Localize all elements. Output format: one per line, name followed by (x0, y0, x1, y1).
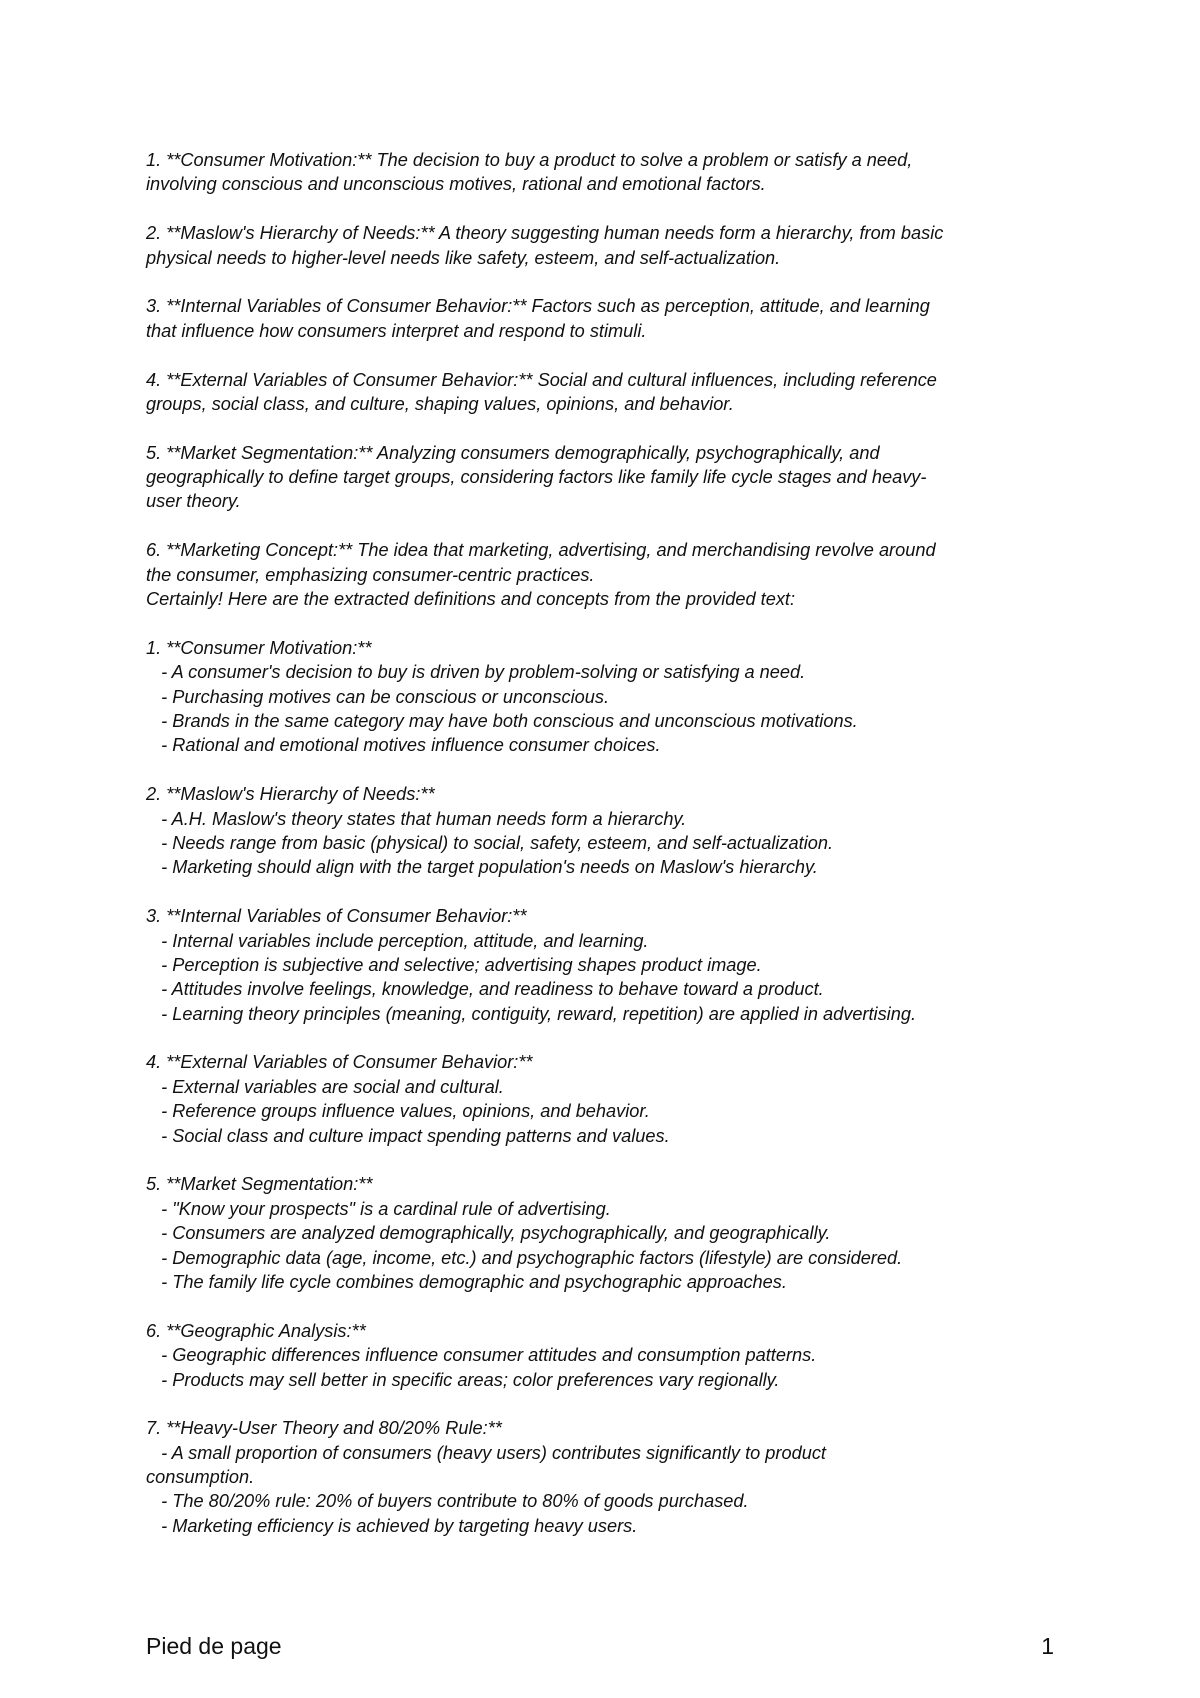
text-line: groups, social class, and culture, shaping values, opinions, and behavior. (146, 393, 734, 414)
text-line: - Geographic differences influence consumer attitudes and consumption patterns. (146, 1345, 817, 1366)
text-line: 3. **Internal Variables of Consumer Behavior:** (146, 906, 527, 927)
text-line: 1. **Consumer Motivation:** The decision to buy a product to solve a problem or satisfy a need, (146, 150, 913, 170)
text-line: - Brands in the same category may have both conscious and unconscious motivations. (146, 710, 858, 731)
text-line: the consumer, emphasizing consumer-centric practices. (146, 564, 595, 585)
page-number: 1 (1041, 1633, 1054, 1659)
text-line: 5. **Market Segmentation:** Analyzing consumers demographically, psychographically, and (146, 442, 880, 463)
text-line: - Perception is subjective and selective; advertising shapes product image. (146, 954, 762, 975)
text-line: consumption. (146, 1467, 255, 1488)
text-line: - Marketing efficiency is achieved by targeting heavy users. (146, 1515, 638, 1536)
text-line: Certainly! Here are the extracted definitions and concepts from the provided text: (146, 589, 796, 610)
text-line: - A small proportion of consumers (heavy users) contributes significantly to product (146, 1442, 826, 1463)
text-line: - Social class and culture impact spending patterns and values. (146, 1125, 670, 1146)
text-line: 6. **Marketing Concept:** The idea that marketing, advertising, and merchandising revolve around (146, 540, 936, 561)
text-line: - The 80/20% rule: 20% of buyers contribute to 80% of goods purchased. (146, 1491, 749, 1512)
paragraph-gap (146, 758, 1066, 782)
text-line: - Learning theory principles (meaning, contiguity, reward, repetition) are applied in advertising. (146, 1003, 917, 1024)
text-line: involving conscious and unconscious motives, rational and emotional factors. (146, 174, 766, 195)
text-line: user theory. (146, 491, 241, 512)
paragraph-gap (146, 270, 1066, 294)
paragraph-gap (146, 1026, 1066, 1050)
text-line: 2. **Maslow's Hierarchy of Needs:** (146, 784, 435, 805)
text-line: - Needs range from basic (physical) to social, safety, esteem, and self-actualization. (146, 832, 834, 853)
paragraph-gap (146, 416, 1066, 440)
paragraph-gap (146, 514, 1066, 538)
text-line: - Internal variables include perception, attitude, and learning. (146, 930, 649, 951)
text-line: - Attitudes involve feelings, knowledge, and readiness to behave toward a product. (146, 979, 824, 1000)
text-line: 6. **Geographic Analysis:** (146, 1320, 366, 1341)
text-line: that influence how consumers interpret and respond to stimuli. (146, 320, 647, 341)
text-line: 2. **Maslow's Hierarchy of Needs:** A theory suggesting human needs form a hierarchy, from basic (146, 223, 944, 244)
text-line: - Products may sell better in specific areas; color preferences vary regionally. (146, 1369, 780, 1390)
text-line: physical needs to higher-level needs like safety, esteem, and self-actualization. (146, 247, 781, 268)
paragraph-gap (146, 343, 1066, 367)
text-line: 3. **Internal Variables of Consumer Behavior:** Factors such as perception, attitude, and learning (146, 296, 930, 317)
text-line: - Demographic data (age, income, etc.) and psychographic factors (lifestyle) are considered. (146, 1247, 903, 1268)
text-line: - A consumer's decision to buy is driven by problem-solving or satisfying a need. (146, 662, 806, 683)
paragraph-gap (146, 1392, 1066, 1416)
text-line: 5. **Market Segmentation:** (146, 1174, 373, 1195)
text-line: - Reference groups influence values, opinions, and behavior. (146, 1101, 650, 1122)
paragraph-gap (146, 611, 1066, 635)
text-line: 1. **Consumer Motivation:** (146, 637, 372, 658)
paragraph-gap (146, 1148, 1066, 1172)
text-line: - The family life cycle combines demographic and psychographic approaches. (146, 1271, 787, 1292)
text-line: - A.H. Maslow's theory states that human needs form a hierarchy. (146, 808, 687, 829)
text-line: 4. **External Variables of Consumer Behavior:** Social and cultural influences, including reference (146, 369, 937, 390)
text-line: - External variables are social and cultural. (146, 1076, 504, 1097)
text-line: 4. **External Variables of Consumer Behavior:** (146, 1052, 533, 1073)
paragraph-gap (146, 1294, 1066, 1318)
text-line: - Consumers are analyzed demographically, psychographically, and geographically. (146, 1223, 831, 1244)
paragraph-gap (146, 880, 1066, 904)
paragraph-gap (146, 197, 1066, 221)
document-body (146, 148, 1066, 1538)
text-line: 7. **Heavy-User Theory and 80/20% Rule:** (146, 1418, 502, 1439)
footer-label: Pied de page (146, 1633, 282, 1659)
text-line: - Rational and emotional motives influence consumer choices. (146, 735, 661, 756)
text-line: - "Know your prospects" is a cardinal rule of advertising. (146, 1198, 611, 1219)
text-line: geographically to define target groups, considering factors like family life cycle stages and heavy- (146, 467, 927, 488)
text-line: - Purchasing motives can be conscious or unconscious. (146, 686, 609, 707)
text-line: - Marketing should align with the target population's needs on Maslow's hierarchy. (146, 857, 818, 878)
